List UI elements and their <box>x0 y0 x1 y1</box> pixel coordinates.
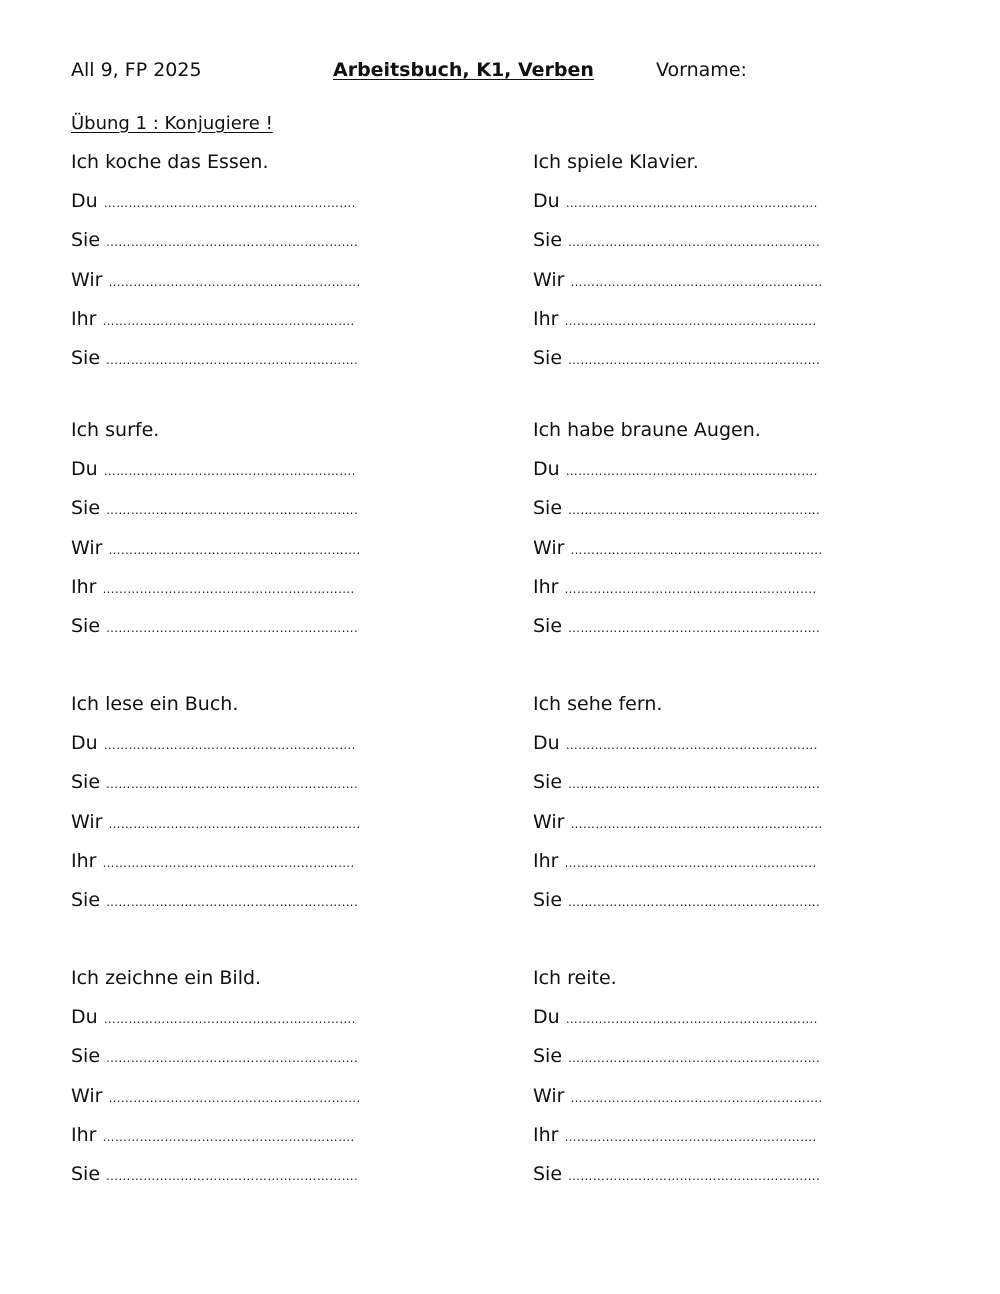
example-sentence: Ich spiele Klavier. <box>533 151 699 173</box>
answer-blank[interactable]: ……………………………………………………. <box>565 464 818 478</box>
answer-row[interactable] <box>71 1123 451 1162</box>
answer-blank[interactable]: ……………………………………………………. <box>568 235 821 250</box>
answer-row[interactable] <box>71 1162 451 1201</box>
pronoun: Wir <box>71 536 103 559</box>
answer-row[interactable] <box>533 575 913 614</box>
answer-blank[interactable]: ……………………………………………………. <box>568 621 821 636</box>
answer-row[interactable] <box>533 888 913 927</box>
answer-blank[interactable]: ……………………………………………………. <box>103 464 356 478</box>
answer-blank[interactable]: ……………………………………………………. <box>564 581 817 596</box>
pronoun: Sie <box>533 347 563 370</box>
answer-row[interactable] <box>71 189 451 228</box>
pronoun: Du <box>533 1006 560 1028</box>
answer-row[interactable] <box>71 1084 451 1123</box>
example-sentence: Ich surfe. <box>71 419 160 441</box>
pronoun: Ihr <box>71 1123 97 1146</box>
answer-row[interactable] <box>71 536 451 575</box>
pronoun: Sie <box>71 1163 101 1186</box>
answer-row[interactable] <box>533 614 913 653</box>
answer-row[interactable] <box>71 346 451 385</box>
answer-blank[interactable]: ……………………………………………………. <box>106 895 359 910</box>
pronoun: Wir <box>71 1084 103 1107</box>
answer-blank[interactable]: ……………………………………………………. <box>108 816 361 831</box>
conjugation-block <box>71 966 451 1201</box>
answer-blank[interactable]: ……………………………………………………. <box>568 777 821 792</box>
answer-blank[interactable]: ……………………………………………………. <box>106 1169 359 1184</box>
pronoun: Sie <box>533 1045 563 1068</box>
pronoun: Wir <box>533 268 565 291</box>
answer-row[interactable] <box>533 1084 913 1123</box>
answer-row[interactable] <box>533 1044 913 1083</box>
pronoun: Sie <box>71 615 101 638</box>
answer-row[interactable] <box>533 1005 913 1044</box>
conjugation-block <box>533 418 913 653</box>
answer-blank[interactable]: ……………………………………………………. <box>564 313 817 328</box>
answer-row[interactable] <box>533 770 913 809</box>
answer-blank[interactable]: ……………………………………………………. <box>570 542 823 557</box>
answer-blank[interactable]: ……………………………………………………. <box>108 1090 361 1105</box>
answer-blank[interactable]: ……………………………………………………. <box>103 196 356 210</box>
answer-blank[interactable]: ……………………………………………………. <box>568 895 821 910</box>
pronoun: Ihr <box>533 1123 559 1146</box>
pronoun: Ihr <box>533 307 559 330</box>
answer-row[interactable] <box>71 228 451 267</box>
answer-row[interactable] <box>533 1162 913 1201</box>
pronoun: Sie <box>71 771 101 794</box>
pronoun: Wir <box>533 810 565 833</box>
pronoun: Ihr <box>533 575 559 598</box>
answer-blank[interactable]: ……………………………………………………. <box>565 196 818 210</box>
first-name-label: Vorname: <box>656 59 747 81</box>
answer-row[interactable] <box>533 731 913 770</box>
answer-blank[interactable]: ……………………………………………………. <box>106 503 359 518</box>
pronoun: Sie <box>71 1045 101 1068</box>
example-sentence: Ich lese ein Buch. <box>71 693 239 715</box>
pronoun: Sie <box>71 229 101 252</box>
conjugation-block <box>71 150 451 385</box>
class-info: All 9, FP 2025 <box>71 59 202 81</box>
pronoun: Du <box>71 732 98 754</box>
answer-row[interactable] <box>71 888 451 927</box>
example-sentence: Ich reite. <box>533 967 617 989</box>
answer-row[interactable] <box>533 189 913 228</box>
worksheet-title: Arbeitsbuch, K1, Verben <box>333 59 594 81</box>
answer-blank[interactable]: ……………………………………………………. <box>108 274 361 289</box>
answer-blank[interactable]: ……………………………………………………. <box>106 353 359 368</box>
answer-row[interactable] <box>533 1123 913 1162</box>
answer-blank[interactable]: ……………………………………………………. <box>568 503 821 518</box>
answer-blank[interactable]: ……………………………………………………. <box>570 816 823 831</box>
example-sentence: Ich zeichne ein Bild. <box>71 967 262 989</box>
pronoun: Wir <box>533 536 565 559</box>
pronoun: Du <box>533 732 560 754</box>
pronoun: Sie <box>533 229 563 252</box>
pronoun: Du <box>533 190 560 212</box>
answer-row[interactable] <box>533 457 913 496</box>
answer-row[interactable] <box>533 810 913 849</box>
answer-row[interactable] <box>71 810 451 849</box>
pronoun: Du <box>71 190 98 212</box>
answer-row[interactable] <box>71 575 451 614</box>
pronoun: Ihr <box>71 307 97 330</box>
answer-blank[interactable]: ……………………………………………………. <box>103 738 356 752</box>
conjugation-block <box>533 966 913 1201</box>
answer-blank[interactable]: ……………………………………………………. <box>102 1129 355 1144</box>
pronoun: Sie <box>533 615 563 638</box>
pronoun: Du <box>71 1006 98 1028</box>
pronoun: Sie <box>533 497 563 520</box>
pronoun: Sie <box>71 497 101 520</box>
pronoun: Sie <box>533 771 563 794</box>
conjugation-block <box>71 418 451 653</box>
answer-blank[interactable]: ……………………………………………………. <box>568 353 821 368</box>
answer-blank[interactable]: ……………………………………………………. <box>568 1051 821 1066</box>
answer-row[interactable] <box>71 1044 451 1083</box>
answer-row[interactable] <box>533 307 913 346</box>
answer-blank[interactable]: ……………………………………………………. <box>565 738 818 752</box>
pronoun: Wir <box>533 1084 565 1107</box>
answer-blank[interactable]: ……………………………………………………. <box>102 581 355 596</box>
answer-row[interactable] <box>71 770 451 809</box>
exercise-title: Übung 1 : Konjugiere ! <box>71 113 273 134</box>
conjugation-block <box>533 692 913 927</box>
answer-blank[interactable]: ……………………………………………………. <box>106 621 359 636</box>
conjugation-block <box>71 692 451 927</box>
answer-blank[interactable]: ……………………………………………………. <box>565 1012 818 1026</box>
answer-row[interactable] <box>533 496 913 535</box>
answer-row[interactable] <box>533 849 913 888</box>
answer-blank[interactable]: ……………………………………………………. <box>106 235 359 250</box>
answer-blank[interactable]: ……………………………………………………. <box>568 1169 821 1184</box>
answer-row[interactable] <box>71 614 451 653</box>
answer-blank[interactable]: ……………………………………………………. <box>103 1012 356 1026</box>
pronoun: Du <box>71 458 98 480</box>
answer-row[interactable] <box>533 346 913 385</box>
answer-row[interactable] <box>533 268 913 307</box>
answer-blank[interactable]: ……………………………………………………. <box>570 1090 823 1105</box>
pronoun: Ihr <box>71 575 97 598</box>
answer-blank[interactable]: ……………………………………………………. <box>570 274 823 289</box>
example-sentence: Ich habe braune Augen. <box>533 419 761 441</box>
pronoun: Wir <box>71 810 103 833</box>
conjugation-block <box>533 150 913 385</box>
pronoun: Sie <box>71 347 101 370</box>
answer-row[interactable] <box>71 268 451 307</box>
answer-row[interactable] <box>71 731 451 770</box>
pronoun: Sie <box>533 1163 563 1186</box>
example-sentence: Ich koche das Essen. <box>71 151 269 173</box>
pronoun: Ihr <box>71 849 97 872</box>
example-sentence: Ich sehe fern. <box>533 693 663 715</box>
answer-blank[interactable]: ……………………………………………………. <box>106 777 359 792</box>
answer-row[interactable] <box>71 457 451 496</box>
pronoun: Du <box>533 458 560 480</box>
answer-blank[interactable]: ……………………………………………………. <box>564 1129 817 1144</box>
answer-row[interactable] <box>533 228 913 267</box>
answer-row[interactable] <box>71 849 451 888</box>
page-header <box>0 59 1000 87</box>
answer-blank[interactable]: ……………………………………………………. <box>102 313 355 328</box>
answer-row[interactable] <box>71 1005 451 1044</box>
pronoun: Sie <box>71 889 101 912</box>
pronoun: Sie <box>533 889 563 912</box>
answer-row[interactable] <box>71 307 451 346</box>
answer-row[interactable] <box>533 536 913 575</box>
answer-blank[interactable]: ……………………………………………………. <box>106 1051 359 1066</box>
answer-row[interactable] <box>71 496 451 535</box>
answer-blank[interactable]: ……………………………………………………. <box>108 542 361 557</box>
answer-blank[interactable]: ……………………………………………………. <box>102 855 355 870</box>
pronoun: Wir <box>71 268 103 291</box>
answer-blank[interactable]: ……………………………………………………. <box>564 855 817 870</box>
pronoun: Ihr <box>533 849 559 872</box>
